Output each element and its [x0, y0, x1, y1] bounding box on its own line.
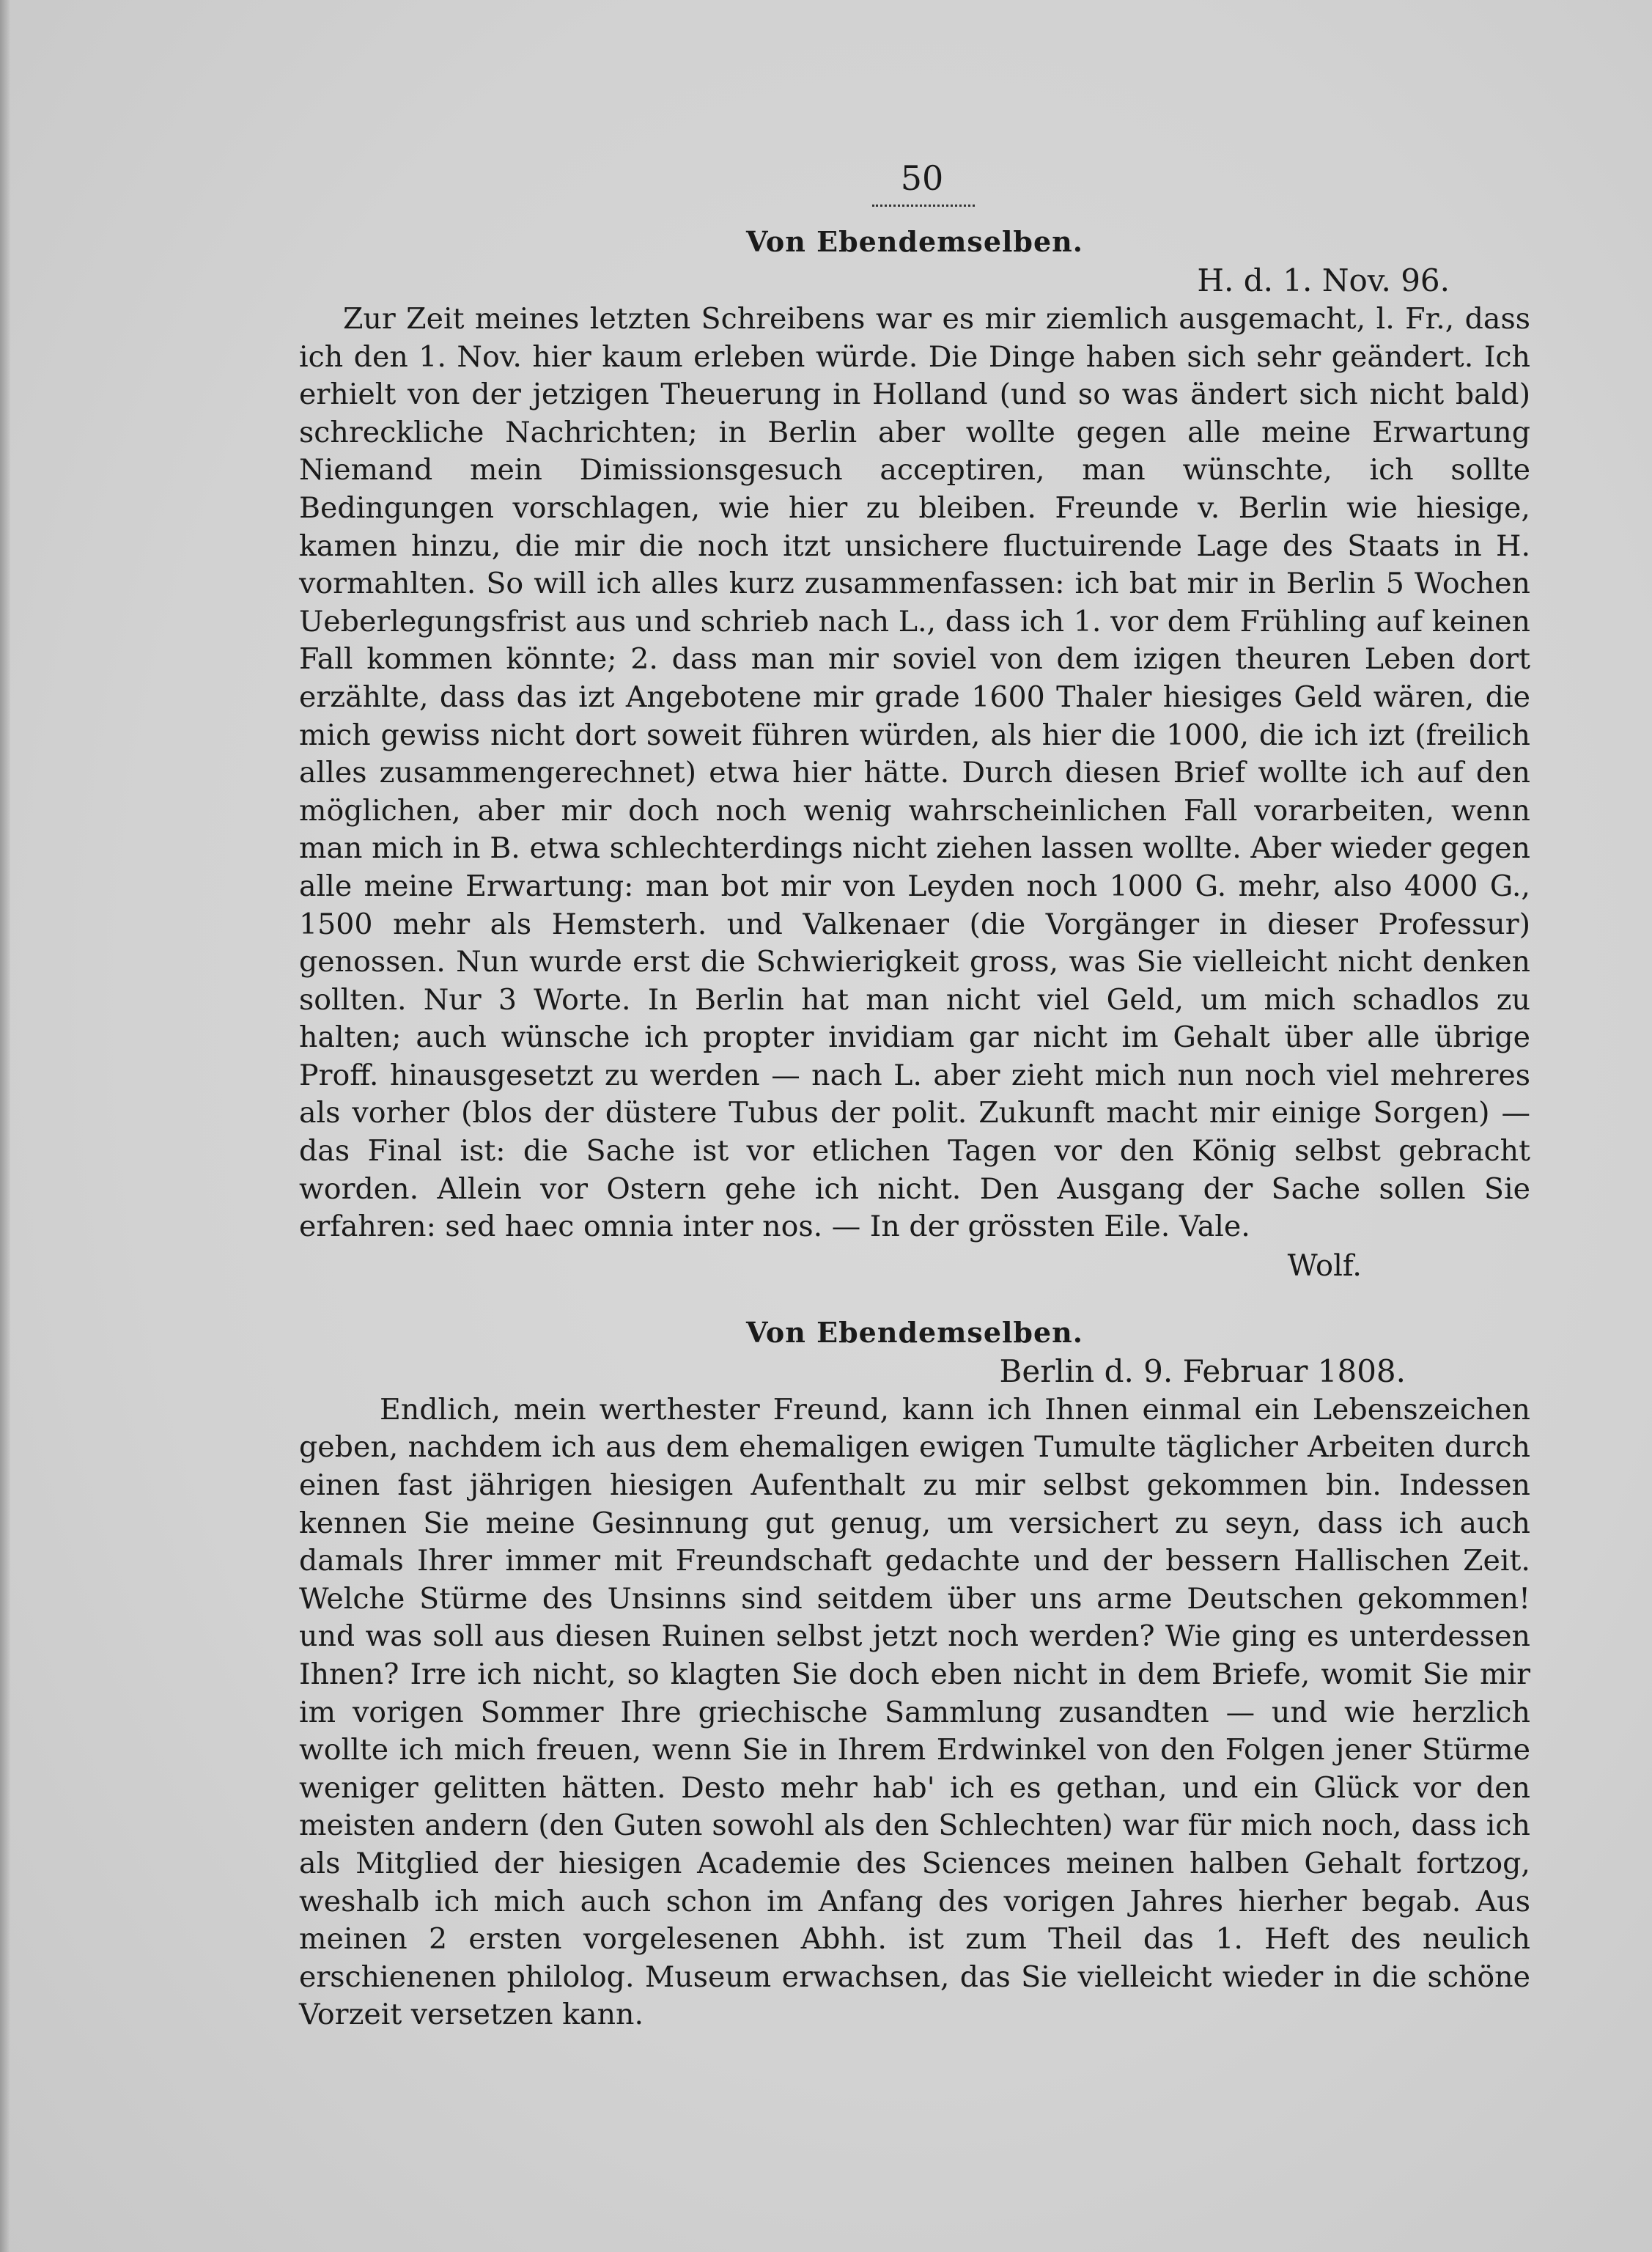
letter-body-text: Endlich, mein werthester Freund, kann ich Ihnen einmal ein Lebenszeichen geben, nachdem ich aus dem ehemaligen ewigen Tumulte täglicher Arbeiten durch einen fast jährigen hiesigen Aufenthalt zu mir selbst gekommen bin. Indessen kennen Sie meine Gesinnung gut genug, um versichert zu seyn, dass ich auch damals Ihrer immer mit Freundschaft gedachte und der bessern Hallischen Zeit. Welche Stürme des Unsinns sind seitdem über uns arme Deutschen gekommen! und was soll aus diesen Ruinen selbst jetzt noch werden? Wie ging es unterdessen Ihnen? Irre ich nicht, so klagten Sie doch eben nicht in dem Briefe, womit Sie mir im vorigen Sommer Ihre griechische Sammlung zusandten — und wie herzlich wollte ich mich freuen, wenn Sie in Ihrem Erdwinkel von den Folgen jener Stürme weniger gelitten hätten. Desto mehr hab' ich es gethan, und ein Glück vor den meisten andern (den Guten sowohl als den Schlechten) war für mich noch, dass ich als Mitglied der hiesigen Academie des Sciences meinen halben Gehalt fortzog, weshalb ich mich auch schon im Anfang des vorigen Jahres hierher begab. Aus meinen 2 ersten vorgelesenen Abhh. ist zum Theil das 1. Heft des neulich erschienenen philolog. Museum erwachsen, das Sie vielleicht wieder in die schöne Vorzeit versetzen kann.	[299, 1392, 1530, 2032]
letter-signature: Wolf.	[1287, 1248, 1362, 1283]
page-number: 50	[900, 158, 944, 198]
letter-1	[299, 223, 1530, 1286]
letter-heading: Von Ebendemselben.	[745, 225, 1084, 258]
page-edge	[0, 0, 10, 2252]
page-number-ornament	[872, 199, 975, 207]
letter-body	[299, 1391, 1530, 2034]
letter-heading: Von Ebendemselben.	[745, 1315, 1084, 1349]
letter-body-text: Zur Zeit meines letzten Schreibens war es mir ziemlich ausgemacht, l. Fr., dass ich den 1. Nov. hier kaum erleben würde. Die Dinge haben sich sehr geändert. Ich erhielt von der jetzigen Theuerung in Holland (und so was ändert sich nicht bald) schreckliche Nachrichten; in Berlin aber wollte gegen alle meine Erwartung Niemand mein Dimissionsgesuch acceptiren, man wünschte, ich sollte Bedingungen vorschlagen, wie hier zu bleiben. Freunde v. Berlin wie hiesige, kamen hinzu, die mir die noch itzt unsichere fluctuirende Lage des Staats in H. vormahlten. So will ich alles kurz zusammenfassen: ich bat mir in Berlin 5 Wochen Ueberlegungsfrist aus und schrieb nach L., dass ich 1. vor dem Frühling auf keinen Fall kommen könnte; 2. dass man mir soviel von dem izigen theuren Leben dort erzählte, dass das izt Angebotene mir grade 1600 Thaler hiesiges Geld wären, die mich gewiss nicht dort soweit führen würden, als hier die 1000, die ich izt (freilich alles zusammengerechnet) etwa hier hätte. Durch diesen Brief wollte ich auf den möglichen, aber mir doch noch wenig wahrscheinlichen Fall vorarbeiten, wenn man mich in B. etwa schlechterdings nicht ziehen lassen wollte. Aber wieder gegen alle meine Erwartung: man bot mir von Leyden noch 1000 G. mehr, also 4000 G., 1500 mehr als Hemsterh. und Valkenaer (die Vorgänger in dieser Professur) genossen. Nun wurde erst die Schwierigkeit gross, was Sie vielleicht nicht denken sollten. Nur 3 Worte. In Berlin hat man nicht viel Geld, um mich schadlos zu halten; auch wünsche ich propter invidiam gar nicht im Gehalt über alle übrige Proff. hinausgesetzt zu werden — nach L. aber zieht mich nun noch viel mehreres als vorher (blos der düstere Tubus der polit. Zukunft macht mir einige Sorgen) — das Final ist: die Sache ist vor etlichen Tagen vor den König selbst gebracht worden. Allein vor Ostern gehe ich nicht. Den Ausgang der Sache sollen Sie erfahren: sed haec omnia inter nos. — In der grössten Eile. Vale.	[299, 302, 1530, 1244]
letter-place-date: H. d. 1. Nov. 96.	[1197, 262, 1450, 298]
section-gap	[299, 1286, 1530, 1298]
letter-body	[299, 301, 1530, 1246]
letter-2	[299, 1314, 1530, 2034]
letter-place-date: Berlin d. 9. Februar 1808.	[999, 1353, 1406, 1389]
text-block	[299, 158, 1530, 2034]
